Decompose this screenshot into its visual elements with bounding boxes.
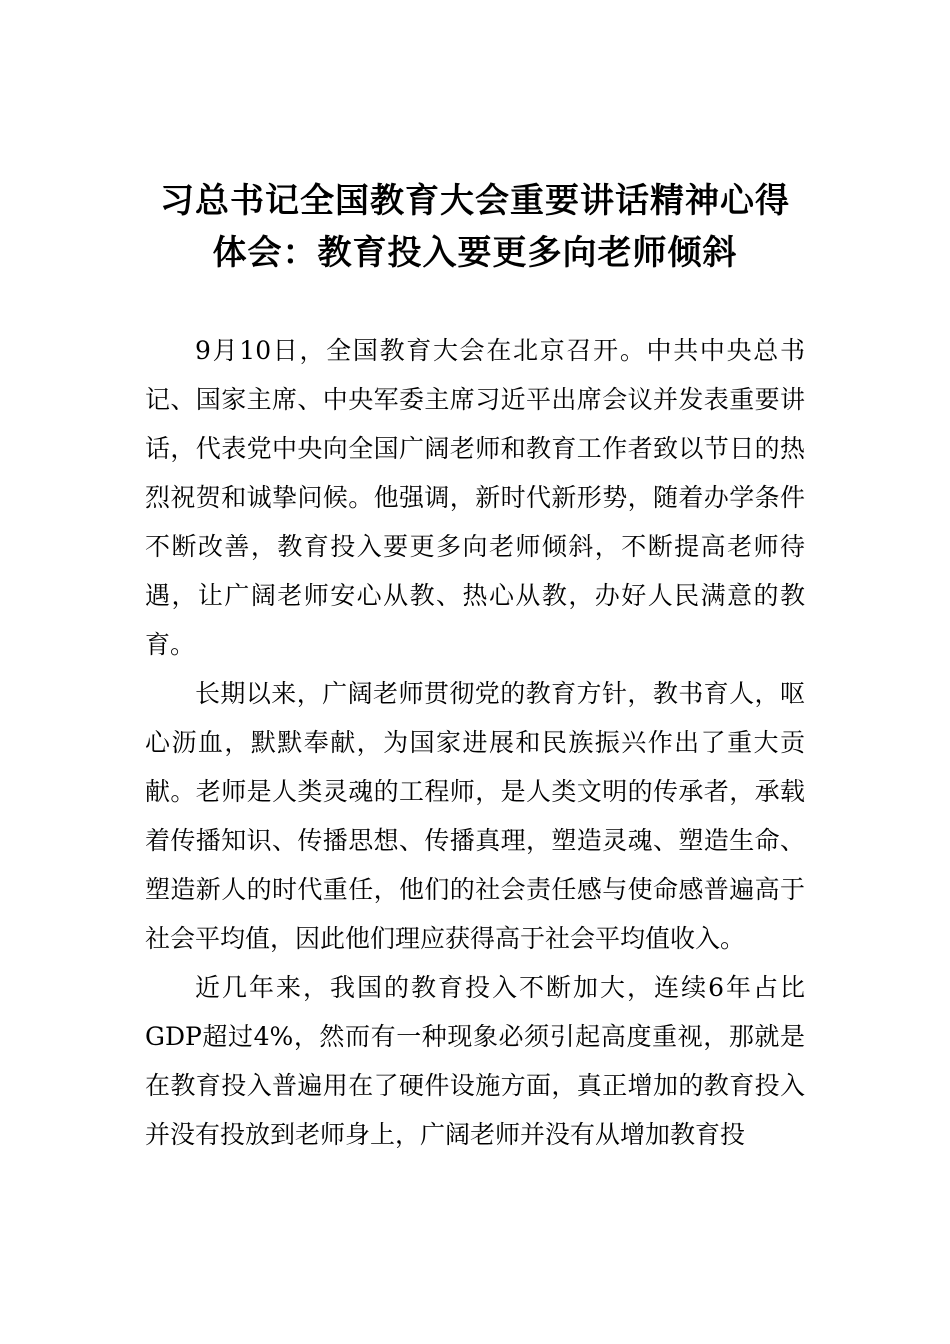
paragraph: 近几年来，我国的教育投入不断加大，连续6年占比GDP超过4%，然而有一种现象必须引起高度重视，那就是在教育投入普遍用在了硬件设施方面，真正增加的教育投入并没有投放到老师身上，广阔老师并没有从增加教育投 (145, 973, 805, 1149)
paragraph: 长期以来，广阔老师贯彻党的教育方针，教书育人，呕心沥血，默默奉献，为国家进展和民族振兴作出了重大贡献。老师是人类灵魂的工程师，是人类文明的传承者，承载着传播知识、传播思想、传播真理，塑造灵魂、塑造生命、塑造新人的时代重任，他们的社会责任感与使命感普遍高于社会平均值，因此他们理应获得高于社会平均值收入。 (145, 679, 805, 953)
paragraph: 9月10日，全国教育大会在北京召开。中共中央总书记、国家主席、中央军委主席习近平出席会议并发表重要讲话，代表党中央向全国广阔老师和教育工作者致以节日的热烈祝贺和诚挚问候。他强调，新时代新形势，随着办学条件不断改善，教育投入要更多向老师倾斜，不断提高老师待遇，让广阔老师安心从教、热心从教，办好人民满意的教育。 (145, 336, 805, 659)
document-body (145, 326, 805, 1159)
document-title: 习总书记全国教育大会重要讲话精神心得体会：教育投入要更多向老师倾斜 (160, 181, 790, 273)
